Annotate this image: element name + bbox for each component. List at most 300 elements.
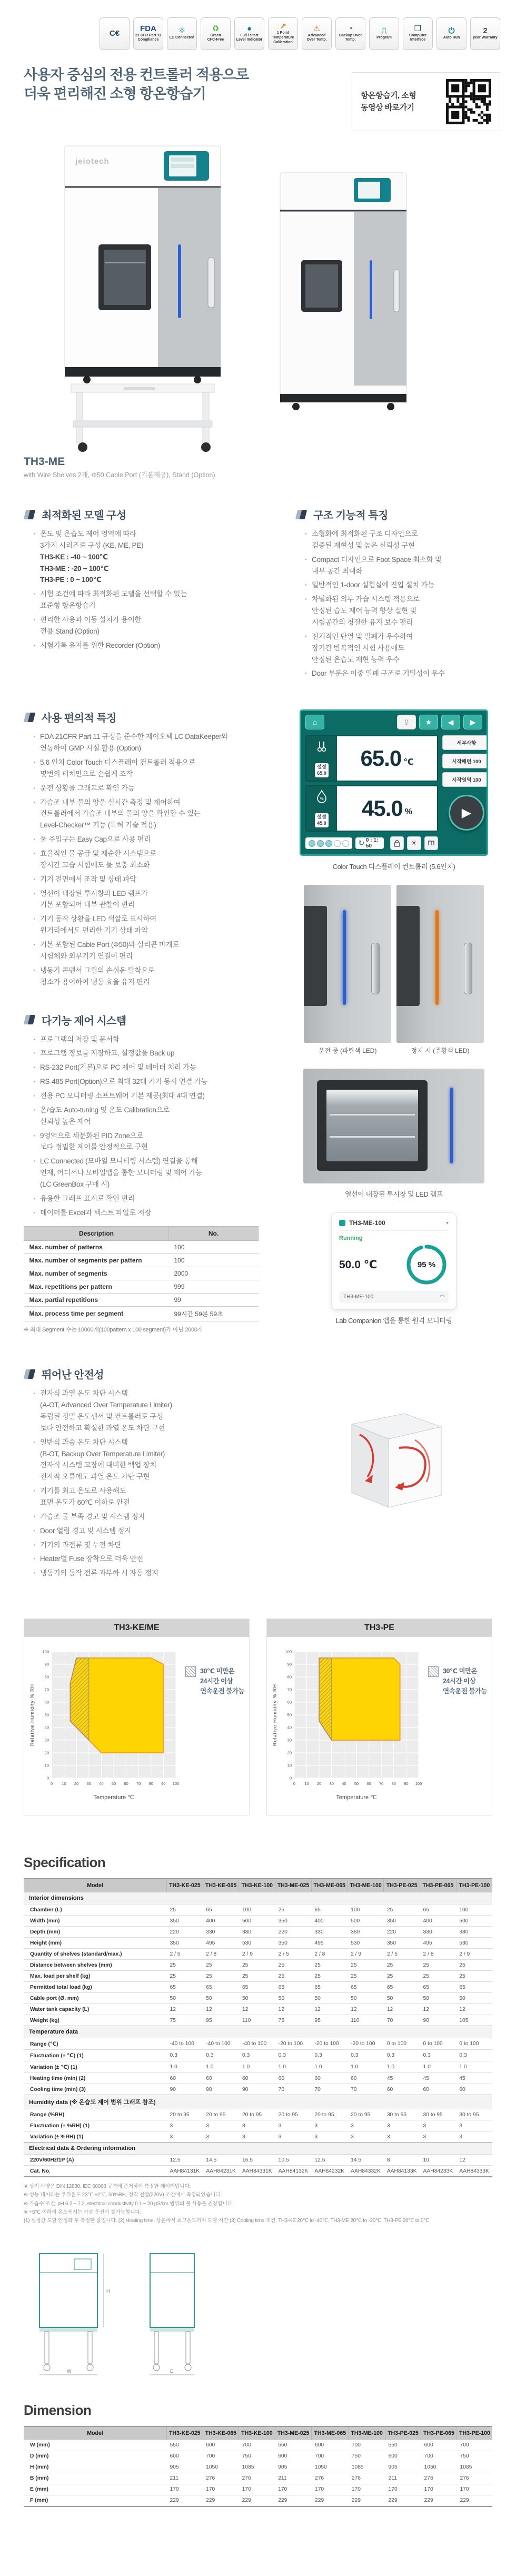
list-item [305,668,516,679]
list-item [33,1104,276,1128]
cell-value: 100 [239,1904,275,1916]
cell-value: 16.5 [239,2155,275,2166]
list-line: 보다 안전하고 확실한 과열 온도 차단 구현 [40,1424,165,1432]
svg-text:100: 100 [172,1781,180,1787]
cell-value: 211 [167,2473,203,2484]
badge-gauge [335,17,365,50]
table-head [24,2426,492,2440]
jeio-logo-icon [24,1015,36,1024]
svg-text:0: 0 [293,1781,296,1787]
cell-value: 170 [203,2484,239,2495]
page-title-line2: 더욱 편리해진 소형 항온항습기 [24,85,206,102]
cell-value: 229 [457,2495,492,2506]
product-photos [0,136,516,452]
svg-text:60: 60 [287,1700,292,1705]
cell-value: 1050 [203,2462,239,2473]
controller-display-photo [300,709,488,856]
model-column-header: TH3-PE-100 [457,2426,492,2440]
list-item [305,631,516,666]
cell-value: 65 [275,1982,312,1993]
cell-value: 30 to 95 [456,2109,492,2120]
cell-value: 10.5 [275,2155,312,2166]
cell-value: 211 [275,2473,312,2484]
svg-text:20: 20 [44,1750,49,1755]
cell-value: 50 [239,1993,275,2004]
qr-label-line1: 항온항습기, 소형 [361,91,416,100]
table-row [24,2131,492,2143]
svg-text:H: H [106,2288,110,2294]
cell-value: 20 to 95 [311,2109,348,2120]
feature-columns [0,507,516,682]
list-line: Level-Checker™ 기능 (특허 기술 적용) [40,821,156,830]
cell-value: 10 [420,2155,457,2166]
table-row [24,2120,492,2131]
badge-fda [133,17,163,50]
cell-value: 400 [420,1916,457,1927]
list-item [33,797,276,832]
chart-card-TH3-KE/ME [24,1618,250,1815]
list-line: · 프로그램의 저장 및 문서화 [40,1035,120,1043]
model-column-header: TH3-ME-065 [311,1879,348,1892]
cell-value: 65 [420,1904,457,1916]
cell-value: 3 [384,2131,420,2143]
list-line: 안정된 온습도 재현 능력 우수 [312,655,400,664]
cell-value: 65 [348,1982,384,1993]
cell-value: 12 [384,2004,420,2015]
svg-text:70: 70 [136,1781,141,1787]
svg-text:10: 10 [287,1763,292,1768]
group-label: Temperature data [24,2026,492,2038]
cell-value: 350 [384,1938,420,1949]
cell-value: 2 / 5 [275,1949,312,1960]
cell-value: 2 / 8 [311,1949,348,1960]
led-label-running: 운전 중 (파란색 LED) [318,1047,377,1055]
cell-value: 229 [239,2495,275,2506]
humidity-ring-gauge [404,1242,449,1287]
table-row [24,2484,492,2495]
usb-icon: ⇪ [397,715,416,729]
badge-program [369,17,399,50]
list-item [33,888,276,911]
door-handle [371,943,380,994]
cell-value: 905 [275,2462,312,2473]
section-title-control: 다기능 제어 시스템 [24,1012,276,1028]
cell-value: 220 [167,1927,203,1938]
list-item [33,965,276,988]
badge-label: Auto Run [443,35,460,40]
cell-value: 2 / 9 [239,1949,275,1960]
door-photo-stopped [396,885,484,1043]
cell-value: AAH84332K [348,2166,384,2177]
safety-list [24,1388,276,1579]
table-row [24,2495,492,2506]
cell-value: 700 [312,2451,349,2462]
list-line: · 프로그램 정보를 저장하고, 설정값을 Back up [40,1049,175,1058]
list-item [33,757,276,780]
cell-value: 530 [348,1938,384,1949]
specification-heading: Specification [24,1854,106,1871]
footnote-line: (1) 설정값 도달 안정화 후 측정한 값입니다. (2) Heating time: 상온에서 최고온도까지 도달 시간 (3) Cooling time 조건: TH3-KE 20℃ to -40℃, TH3-ME 20℃ to -20℃, TH3-PE 20℃ to 0℃ [24,2217,430,2224]
badge-atom [167,17,197,50]
cell-value: 380 [348,1927,384,1938]
legend-line: 24시간 이상 [443,1677,476,1685]
cell-value: 2 / 9 [348,1949,384,1960]
mid-columns [0,709,516,1339]
warranty-icon: 2 [483,26,488,36]
cell-value: 1.0 [348,2061,384,2073]
atom-icon: ⚛ [178,26,186,36]
table-row [24,1240,259,1254]
table-row [24,2155,492,2166]
cell-value: 25 [420,1971,457,1982]
cell-value: 50 [311,1993,348,2004]
hum-setpoint: 설정 45.0 [315,813,329,827]
cell-value: 220 [384,1927,420,1938]
list-line: TH3-PE : 0 ~ 100℃ [40,576,102,584]
list-line: TH3-KE : -40 ~ 100℃ [40,552,108,561]
table-row [24,1971,492,1982]
svg-text:40: 40 [287,1725,292,1730]
program-icon: ⎍ [381,26,387,36]
pattern-label: Max. number of patterns [24,1240,169,1254]
cell-value: 350 [167,1916,203,1927]
cell-value: -40 to 100 [203,2038,239,2050]
cell-value: 3 [456,2131,492,2143]
table-row [24,1982,492,1993]
table-row [24,1960,492,1971]
qr-link-label [361,90,416,114]
legend-line: 연속운전 불가능 [200,1687,244,1695]
list-item [33,640,276,652]
list-item [33,1437,276,1483]
cell-value: 45 [456,2073,492,2084]
svg-text:20: 20 [317,1781,322,1787]
cell-value: 65 [456,1982,492,1993]
cell-value: 229 [349,2495,385,2506]
svg-text:80: 80 [44,1674,49,1680]
table-row [24,2061,492,2073]
pattern-value: 999 [169,1280,259,1293]
footnote-line: ※ 상기 사양은 DIN 12880, IEC 60068 규격에 준거하여 측정한 데이터입니다. [24,2184,191,2190]
cell-value: 90 [167,2084,203,2095]
group-label: Electrical data & Ordering information [24,2143,492,2155]
cell-value: 8 [384,2155,420,2166]
cell-value: 276 [421,2473,457,2484]
cell-value: 229 [275,2495,312,2506]
row-label: F (mm) [24,2495,167,2506]
section-title-safety: 뛰어난 안전성 [24,1366,276,1381]
cell-value: 12.5 [167,2155,203,2166]
controller-caption: Color Touch 디스플레이 컨트롤러 (5.6인치) [332,863,455,871]
cell-value: 2 / 5 [167,1949,203,1960]
table-row [24,1280,259,1293]
cell-value: 170 [457,2484,492,2495]
app-footer-device: TH3-ME-100 [343,1294,374,1300]
header-row [0,50,516,131]
cell-value: 65 [311,1982,348,1993]
svg-text:D: D [170,2368,174,2374]
row-label: 220V/60Hz/1P (A) [24,2155,167,2166]
table-row [24,2073,492,2084]
list-item [33,939,276,962]
list-line: · 효율적인 물 공급 및 재순환 시스템으로 [40,850,157,858]
list-line: 전자식 시스템 고장에 대비한 백업 장치 [40,1461,157,1469]
water-level-indicator [305,837,352,849]
svg-text:30: 30 [86,1781,91,1787]
cell-value: 25 [456,1960,492,1971]
cell-value: 276 [203,2473,239,2484]
humidity-drop-icon [315,789,328,803]
table-row [24,2004,492,2015]
svg-text:Temperature ℃: Temperature ℃ [336,1794,377,1801]
list-item [33,588,276,611]
svg-text:60: 60 [124,1781,128,1787]
svg-text:Relative Humidity % RH: Relative Humidity % RH [29,1684,35,1746]
cell-value: 2 / 9 [456,1949,492,1960]
legend-line: 30℃ 미만은 [443,1667,478,1675]
cell-value: 70 [275,2084,312,2095]
program-loop-icon: ↻ [359,839,364,847]
cell-value: 400 [203,1916,239,1927]
cell-value: 25 [311,1960,348,1971]
list-line: · 일반식 과승 온도 차단 시스템 [40,1438,128,1446]
list-line: · 온/습도 Auto-tuning 및 온도 Calibration으로 [40,1106,170,1114]
video-qr-link[interactable] [352,72,500,131]
svg-text:10: 10 [304,1781,309,1787]
pattern-value: 99 [169,1293,259,1306]
pattern-value: 2000 [169,1267,259,1280]
cell-value: 25 [167,1960,203,1971]
door-handle [464,943,472,994]
svg-text:W: W [67,2368,72,2374]
cell-value: 65 [420,1982,457,1993]
list-line: · 전용 PC 모니터링 소프트웨어 기본 제공(최대 4대 연결) [40,1091,205,1100]
cell-value: 95 [203,2015,239,2026]
cell-value: 3 [203,2120,239,2131]
list-line: 보다 정밀한 제어를 안정적으로 구현 [40,1143,148,1151]
badge-label: LC Connected [169,35,195,40]
cell-value: 1.0 [167,2061,203,2073]
list-line: 연동하여 GMP 시설 활용 (Option) [40,744,141,753]
cell-value: 330 [420,1927,457,1938]
thermometer-icon [315,739,329,753]
cell-value: 1085 [457,2462,492,2473]
temp-value: 65.0 [360,746,402,771]
svg-text:10: 10 [44,1763,49,1768]
list-line: TH3-ME : -20 ~ 100℃ [40,564,109,573]
cell-value: 600 [203,2440,239,2451]
list-item [33,1511,276,1523]
cell-value: 700 [239,2440,275,2451]
svg-text:30: 30 [287,1738,292,1743]
cell-value: 600 [275,2451,312,2462]
model-header: Model [24,1879,167,1892]
cell-value: 25 [203,1960,239,1971]
list-item [33,731,276,754]
autorun-icon: ⏻ [448,26,455,36]
row-label: Height (mm) [24,1938,167,1949]
cell-value: 495 [203,1938,239,1949]
cell-value: 60 [275,2073,312,2084]
table-row [24,1254,259,1267]
thermometer-icon: ⚠ [313,24,321,33]
list-line: 전용 Stand (Option) [40,627,100,635]
cell-value: 229 [203,2495,239,2506]
table-head [24,1879,492,1892]
operating-range-charts [0,1618,516,1815]
qr-code [446,79,491,124]
cell-value: 75 [275,2015,312,2026]
cell-value: 0 to 100 [420,2038,457,2050]
cell-value: 3 [456,2120,492,2131]
model-column-header: TH3-ME-065 [312,2426,349,2440]
cell-value: 600 [421,2440,457,2451]
cell-value: 229 [421,2495,457,2506]
cell-value: 25 [456,1971,492,1982]
dimension-drawings [24,2246,492,2378]
cell-value: 20 to 95 [275,2109,312,2120]
app-logo-icon [339,1220,345,1226]
hatched-swatch [428,1666,439,1677]
list-line: · 유용한 그래프 표시로 확인 편리 [40,1194,135,1202]
table-row [24,2166,492,2177]
cell-value: 100 [348,1904,384,1916]
row-label: Fluctuation (± %RH) (1) [24,2120,167,2131]
row-label: Permitted total load (kg) [24,1982,167,1993]
pattern-value: 100 [169,1240,259,1254]
list-line: · 일반적인 1-door 실험실에 진입 설치 가능 [312,581,434,589]
svg-text:Relative Humidity % RH: Relative Humidity % RH [272,1684,277,1746]
cell-value: 170 [421,2484,457,2495]
svg-text:100: 100 [415,1781,422,1787]
badge-label: Advanced Over Temp. [306,33,327,42]
cell-value: 350 [275,1916,312,1927]
cell-value: 70 [311,2084,348,2095]
cell-value: 170 [385,2484,421,2495]
svg-text:%: % [320,796,324,802]
list-line: · FDA 21CFR Part 11 규정을 준수한 제이오텍 LC DataKeeper와 [40,733,229,741]
hatched-swatch [185,1666,196,1677]
cell-value: 25 [420,1960,457,1971]
cell-value: 530 [456,1938,492,1949]
list-item [33,874,276,885]
list-line: · 9영역으로 세분화된 PID Zone으로 [40,1131,144,1140]
legend-line: 연속운전 불가능 [443,1687,487,1695]
cell-value: 750 [239,2451,275,2462]
list-item [33,1388,276,1434]
cell-value: 1.0 [384,2061,420,2073]
cell-value: 65 [239,1982,275,1993]
row-label: Cat. No. [24,2166,167,2177]
svg-text:60: 60 [366,1781,371,1787]
footnote-line: ※ 가습수 조건: pH 6.2 ~ 7.2, electrical conductivity 0.1 ~ 20 μS/cm 범위의 물 사용을 권장합니다. [24,2200,234,2207]
model-column-header: TH3-KE-065 [203,1879,239,1892]
list-item [33,1525,276,1537]
cell-value: 25 [384,1904,420,1916]
chart-title: TH3-KE/ME [24,1619,249,1637]
row-label: Width (mm) [24,1916,167,1927]
cell-value: 12 [203,2004,239,2015]
cell-value: 750 [457,2451,492,2462]
table-row [24,1904,492,1916]
cell-value: 380 [239,1927,275,1938]
list-item [33,1048,276,1059]
legend-row [428,1666,487,1696]
cell-value: 530 [239,1938,275,1949]
star-icon: ★ [419,715,438,729]
cell-value: 500 [348,1916,384,1927]
badge-warranty [470,17,500,50]
list-line: · 냉동기 콘덴서 그릴의 손쉬운 탈착으로 [40,966,155,974]
badge-label: 21 CFR Part 11 Compliance [135,33,162,42]
cell-value: 1.0 [203,2061,239,2073]
row-label: Distance between shelves (mm) [24,1960,167,1971]
svg-text:20: 20 [287,1750,292,1755]
cell-value: 75 [167,2015,203,2026]
lock-icon [390,836,404,850]
cell-value: 65 [203,1982,239,1993]
cell-value: 3 [275,2120,312,2131]
cell-value: 60 [239,2073,275,2084]
list-line: 몇번의 터치만으로 손쉽게 조작 [40,769,133,778]
cell-value: 25 [167,1904,203,1916]
table-row [24,2440,492,2451]
list-item [305,579,516,591]
badge-calibration [268,17,298,50]
svg-text:80: 80 [287,1674,292,1680]
model-column-header: TH3-ME-100 [348,1879,384,1892]
cell-value: 60 [203,2073,239,2084]
cell-value: 90 [203,2084,239,2095]
row-label: Water tank capacity (L) [24,2004,167,2015]
model-column-header: TH3-KE-100 [239,2426,275,2440]
app-device-name: TH3-ME-100 [349,1219,385,1227]
row-label: E (mm) [24,2484,167,2495]
cell-value: AAH84231K [203,2166,239,2177]
front-view-drawing [24,2246,118,2378]
cell-value: 211 [385,2473,421,2484]
cell-value: 1.0 [239,2061,275,2073]
led-label-stopped: 정지 시 (주황색 LED) [411,1047,470,1055]
start-segment-button: 시작영역 100 [442,772,488,787]
list-line: (B-OT, Backup Over Temperature Limiter) [40,1449,165,1458]
cell-value: 25 [384,1971,420,1982]
list-line: · 운전 상황을 그래프로 확인 가능 [40,784,135,792]
certification-badges [0,0,516,50]
cell-value: 0.3 [384,2050,420,2061]
svg-text:100: 100 [285,1649,292,1654]
list-item [33,1062,276,1073]
list-line: 원거리에서도 편리한 기기 상태 파악 [40,926,148,935]
badge-title: 1 Point [276,31,290,35]
cell-value: 0.3 [203,2050,239,2061]
svg-text:80: 80 [391,1781,396,1787]
start-pattern-button: 시작패턴 100 [442,754,488,768]
list-line: · 시험기록 유지를 위한 Recorder (Option) [40,641,160,649]
list-line: 독립된 정밀 온도센서 및 컨트롤러로 구성 [40,1413,163,1421]
group-label: Interior dimensions [24,1892,492,1904]
list-item [305,554,516,577]
list-line: · Compact 디자인으로 Foot Space 최소화 및 [312,555,442,564]
cell-value: AAH84333K [456,2166,492,2177]
cell-value: 600 [167,2451,203,2462]
cell-value: 90 [420,2015,457,2026]
model-config-list [24,528,276,652]
cell-value: 330 [311,1927,348,1938]
cell-value: 25 [384,1960,420,1971]
cell-value: 3 [239,2131,275,2143]
list-item [305,594,516,628]
